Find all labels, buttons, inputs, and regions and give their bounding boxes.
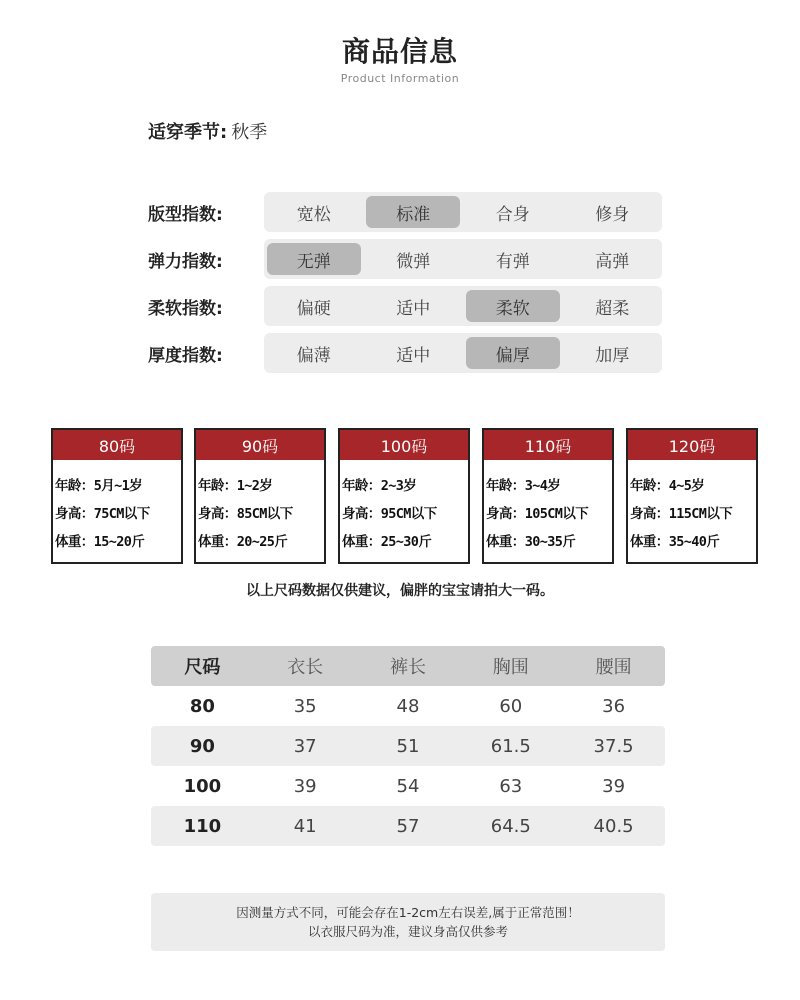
- index-option: 修身: [595, 204, 630, 225]
- index-row-thickness: [148, 333, 662, 373]
- index-option-selected: 柔软: [463, 286, 563, 326]
- size-card-weight: 体重：15~20斤: [55, 534, 145, 550]
- index-option-selected: 标准: [364, 192, 464, 232]
- table-cell: 54: [396, 775, 420, 797]
- table-cell: 40.5: [593, 815, 634, 837]
- index-scale: [264, 239, 662, 279]
- size-card-height: 身高：95CM以下: [342, 506, 437, 522]
- table-header-cell: 裤长: [389, 657, 426, 678]
- measurement-disclaimer: [151, 893, 665, 951]
- table-row: [151, 766, 665, 806]
- page-header: [0, 30, 800, 85]
- size-card-title: 110码: [484, 430, 612, 460]
- table-cell: 37.5: [593, 735, 634, 757]
- index-option: 宽松: [296, 204, 331, 225]
- index-option: 加厚: [595, 345, 630, 366]
- table-cell: 37: [293, 735, 317, 757]
- index-option: 高弹: [595, 251, 630, 272]
- size-card-age: 年龄：2~3岁: [342, 478, 417, 494]
- table-cell: 39: [293, 775, 317, 797]
- table-cell: 36: [602, 695, 626, 717]
- size-card-title: 90码: [196, 430, 324, 460]
- table-cell: 64.5: [490, 815, 531, 837]
- table-header: [151, 646, 665, 686]
- table-cell: 60: [499, 695, 523, 717]
- index-row-elasticity: [148, 239, 662, 279]
- page-subtitle: Product Information: [340, 72, 460, 85]
- season-label: 适穿季节:: [148, 122, 228, 143]
- table-cell: 51: [396, 735, 420, 757]
- table-header-cell: 尺码: [184, 657, 221, 678]
- index-option-selected: 偏厚: [463, 333, 563, 373]
- size-card: [51, 428, 183, 564]
- index-label: 版型指数:: [148, 204, 223, 225]
- table-header-cell: 衣长: [287, 657, 324, 678]
- disclaimer-line: 以衣服尺码为准，建议身高仅供参考: [307, 924, 508, 939]
- size-card-height: 身高：85CM以下: [198, 506, 293, 522]
- index-option: 偏薄: [296, 345, 331, 366]
- table-cell: 100: [183, 775, 222, 797]
- season-info: [148, 118, 267, 144]
- size-card-age: 年龄：4~5岁: [630, 478, 705, 494]
- size-card-height: 身高：75CM以下: [55, 506, 150, 522]
- size-card-weight: 体重：30~35斤: [486, 534, 576, 550]
- table-cell: 48: [396, 695, 420, 717]
- index-scale: [264, 192, 662, 232]
- index-label: 厚度指数:: [148, 345, 223, 366]
- index-option: 有弹: [495, 251, 530, 272]
- table-cell: 41: [293, 815, 317, 837]
- index-section: [148, 192, 662, 380]
- size-card-weight: 体重：20~25斤: [198, 534, 288, 550]
- index-row-softness: [148, 286, 662, 326]
- size-card-title: 100码: [340, 430, 468, 460]
- index-option: 超柔: [595, 298, 630, 319]
- table-cell: 39: [602, 775, 626, 797]
- index-option-selected: 无弹: [264, 239, 364, 279]
- index-option: 适中: [396, 298, 431, 319]
- table-row: [151, 686, 665, 726]
- size-card: [482, 428, 614, 564]
- size-card-age: 年龄：1~2岁: [198, 478, 273, 494]
- index-label: 柔软指数:: [148, 298, 223, 319]
- size-card-title: 80码: [53, 430, 181, 460]
- table-row: [151, 806, 665, 846]
- season-value: 秋季: [231, 122, 268, 143]
- index-scale: [264, 333, 662, 373]
- size-card-weight: 体重：35~40斤: [630, 534, 720, 550]
- table-cell: 61.5: [490, 735, 531, 757]
- index-option: 合身: [495, 204, 530, 225]
- table-cell: 63: [499, 775, 523, 797]
- size-card-height: 身高：115CM以下: [630, 506, 733, 522]
- size-card-title: 120码: [628, 430, 756, 460]
- size-card-age: 年龄：3~4岁: [486, 478, 561, 494]
- size-card: [338, 428, 470, 564]
- table-cell: 35: [293, 695, 317, 717]
- index-option: 偏硬: [296, 298, 331, 319]
- index-option: 微弹: [396, 251, 431, 272]
- table-cell: 80: [189, 695, 215, 717]
- index-row-fit: [148, 192, 662, 232]
- size-card: [626, 428, 758, 564]
- size-card-height: 身高：105CM以下: [486, 506, 589, 522]
- table-cell: 57: [396, 815, 420, 837]
- table-header-cell: 胸围: [492, 657, 529, 678]
- index-label: 弹力指数:: [148, 251, 223, 272]
- size-guide-cards: [51, 428, 759, 566]
- disclaimer-line: 因测量方式不同，可能会存在1-2cm左右误差,属于正常范围！: [236, 905, 580, 920]
- table-cell: 90: [189, 735, 215, 757]
- size-advice-note: 以上尺码数据仅供建议，偏胖的宝宝请拍大一码。: [246, 583, 554, 599]
- table-header-cell: 腰围: [595, 657, 632, 678]
- measurement-table: [151, 646, 665, 846]
- index-scale: [264, 286, 662, 326]
- table-cell: 110: [183, 815, 222, 837]
- size-card-age: 年龄：5月~1岁: [55, 478, 143, 494]
- table-row: [151, 726, 665, 766]
- page-title: 商品信息: [341, 35, 458, 68]
- size-card: [194, 428, 326, 564]
- index-option: 适中: [396, 345, 431, 366]
- size-card-weight: 体重：25~30斤: [342, 534, 432, 550]
